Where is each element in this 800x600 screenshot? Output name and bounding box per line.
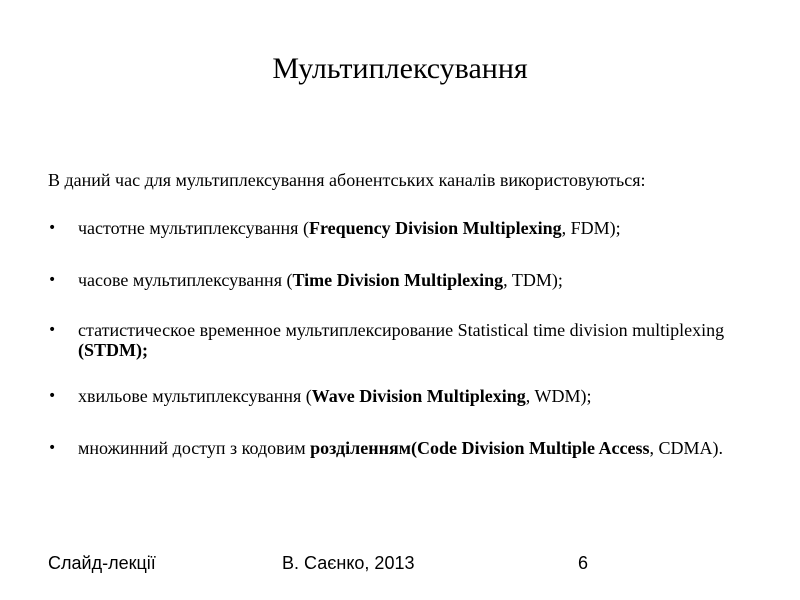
- bullet-dot-icon: •: [48, 388, 57, 404]
- bullet-item-stdm: [48, 320, 728, 360]
- bullet-text: множинний доступ з кодовим розділенням(Code Division Multiple Access, CDMA).: [78, 438, 724, 458]
- bullet-text: статистическое временное мультиплексирование Statistical time division multiplexing (STDM);: [78, 320, 725, 360]
- footer-author: В. Саєнко, 2013: [282, 553, 415, 573]
- bullet-item-fdm: [48, 218, 728, 238]
- bullet-text: часове мультиплексування (Time Division Multiplexing, TDM);: [78, 270, 563, 290]
- intro-text: В даний час для мультиплексування абонентських каналів використовуються:: [48, 170, 646, 190]
- footer-page-number: 6: [578, 553, 589, 573]
- bullet-item-wdm: [48, 386, 728, 406]
- bullet-text: частотне мультиплексування (Frequency Division Multiplexing, FDM);: [78, 218, 621, 238]
- bullet-item-tdm: [48, 270, 728, 290]
- bullet-dot-icon: •: [48, 440, 57, 456]
- slide-title: Мультиплексування: [272, 52, 528, 85]
- bullet-dot-icon: •: [48, 322, 57, 338]
- bullet-item-cdma: [48, 438, 728, 458]
- bullet-text: хвильове мультиплексування (Wave Division Multiplexing, WDM);: [78, 386, 592, 406]
- footer-lecture-label: Слайд-лекції: [48, 553, 156, 573]
- bullet-dot-icon: •: [48, 272, 57, 288]
- bullet-dot-icon: •: [48, 220, 57, 236]
